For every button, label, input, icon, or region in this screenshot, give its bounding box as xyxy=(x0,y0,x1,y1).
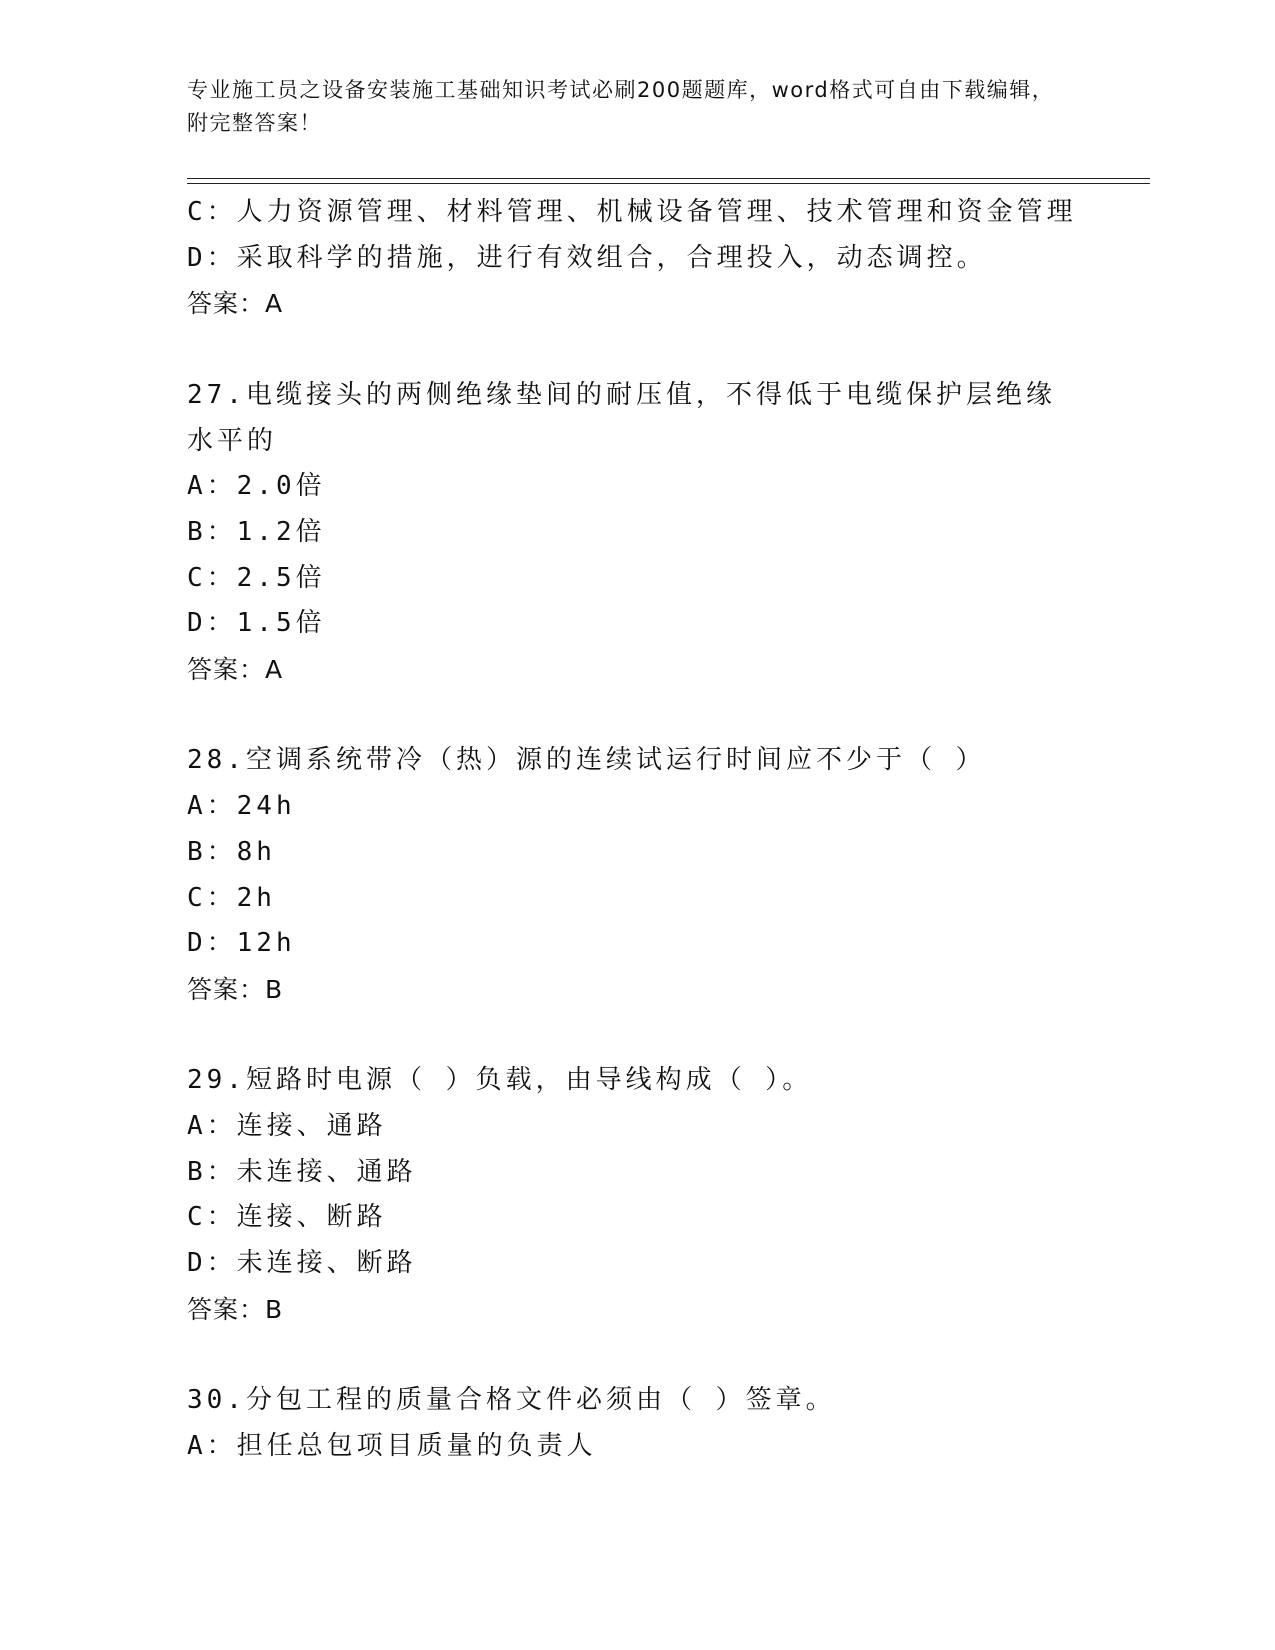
option-d: D：采取科学的措施，进行有效组合，合理投入，动态调控。 xyxy=(187,242,987,273)
option-c: C：2h xyxy=(187,882,276,913)
option-b: B：未连接、通路 xyxy=(187,1156,417,1187)
document-header: 专业施工员之设备安装施工基础知识考试必刷200题题库，word格式可自由下载编辑，附完整答案！ xyxy=(187,78,1055,135)
option-c: C：2.5倍 xyxy=(187,562,326,593)
prev-question-tail xyxy=(187,190,1087,327)
question-27 xyxy=(187,373,1087,693)
question-30 xyxy=(187,1378,1087,1469)
option-d: D：12h xyxy=(187,928,296,959)
question-list xyxy=(187,190,1087,1470)
option-d: D：未连接、断路 xyxy=(187,1248,417,1279)
question-stem: 29.短路时电源（ ）负载，由导线构成（ ）。 xyxy=(187,1065,813,1096)
option-a: A：24h xyxy=(187,791,296,822)
question-stem: 27.电缆接头的两侧绝缘垫间的耐压值，不得低于电缆保护层绝缘水平的 xyxy=(187,379,1056,456)
option-d: D：1.5倍 xyxy=(187,608,326,639)
question-stem: 30.分包工程的质量合格文件必须由（ ）签章。 xyxy=(187,1385,836,1416)
answer-line: 答案：B xyxy=(187,1294,284,1324)
option-c: C：连接、断路 xyxy=(187,1202,387,1233)
option-b: B：1.2倍 xyxy=(187,516,326,547)
header-divider-top xyxy=(187,178,1150,179)
option-a: A：连接、通路 xyxy=(187,1111,387,1142)
header-divider-bottom xyxy=(187,183,1150,184)
option-b: B：8h xyxy=(187,836,276,867)
option-c: C：人力资源管理、材料管理、机械设备管理、技术管理和资金管理 xyxy=(187,197,1077,227)
option-a: A：2.0倍 xyxy=(187,471,326,502)
question-28 xyxy=(187,738,1087,1012)
answer-line: 答案：A xyxy=(187,655,284,685)
answer-line: 答案：B xyxy=(187,974,284,1004)
answer-line: 答案：A xyxy=(187,289,284,319)
question-stem: 28.空调系统带冷（热）源的连续试运行时间应不少于（ ） xyxy=(187,745,986,776)
option-a: A：担任总包项目质量的负责人 xyxy=(187,1430,597,1461)
question-29 xyxy=(187,1058,1087,1332)
